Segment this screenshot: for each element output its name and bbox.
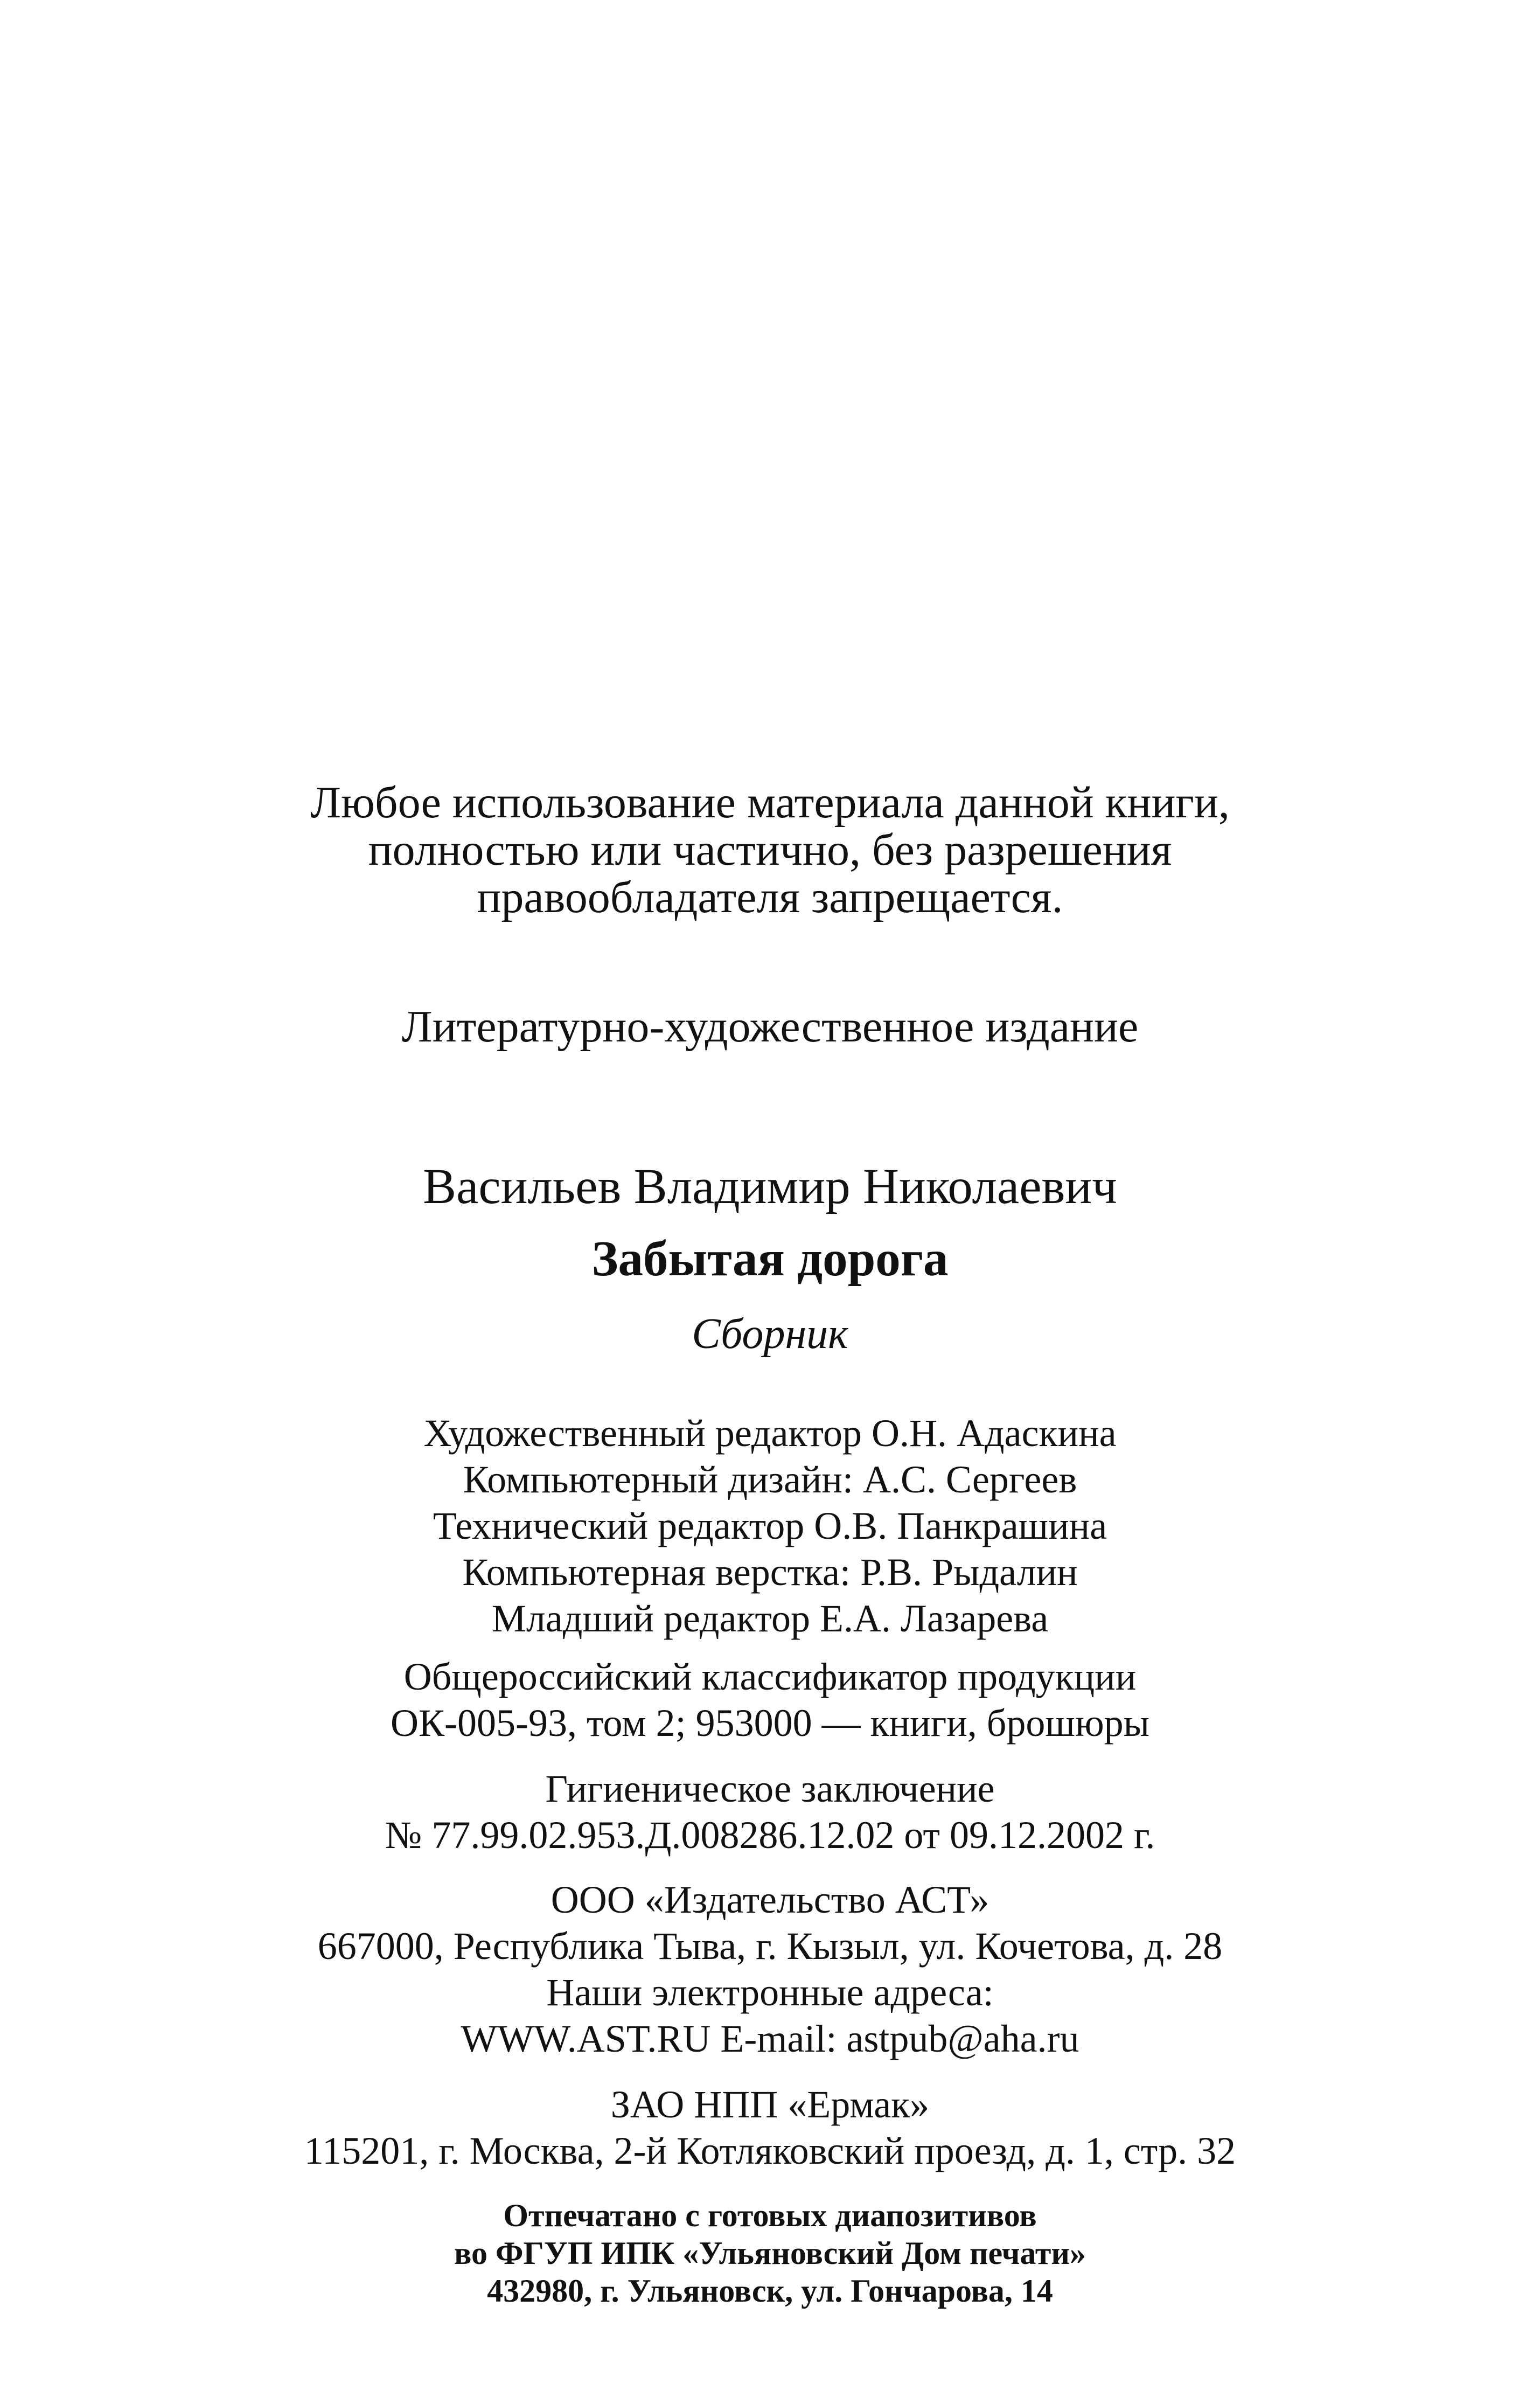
- printing-line: Отпечатано с готовых диапозитивов: [503, 2198, 1037, 2233]
- author-name: Васильев Владимир Николаевич: [423, 1159, 1117, 1214]
- book-genre: Сборник: [692, 1310, 848, 1358]
- hygiene-line: № 77.99.02.953.Д.008286.12.02 от 09.12.2002 г.: [385, 1814, 1155, 1857]
- classifier-line: ОК-005-93, том 2; 953000 — книги, брошюры: [390, 1701, 1150, 1745]
- printing-line: 432980, г. Ульяновск, ул. Гончарова, 14: [487, 2273, 1053, 2309]
- publisher-line: ООО «Издательство АСТ»: [551, 1878, 989, 1921]
- classifier-line: Общероссийский классификатор продукции: [403, 1655, 1137, 1698]
- publisher-line: Наши электронные адреса:: [546, 1971, 994, 2014]
- credit-line: Компьютерный дизайн: А.С. Сергеев: [463, 1458, 1077, 1501]
- copyright-line: Любое использование материала данной книги,: [310, 777, 1230, 828]
- credit-line: Технический редактор О.В. Панкрашина: [433, 1504, 1107, 1547]
- producer-line: ЗАО НПП «Ермак»: [610, 2083, 930, 2126]
- credit-line: Младший редактор Е.А. Лазарева: [491, 1597, 1049, 1640]
- publisher-line: WWW.AST.RU E-mail: astpub@aha.ru: [461, 2017, 1079, 2060]
- hygiene-line: Гигиеническое заключение: [545, 1767, 995, 1810]
- edition-type: Литературно-художественное издание: [401, 1002, 1139, 1052]
- publisher-line: 667000, Республика Тыва, г. Кызыл, ул. Кочетова, д. 28: [317, 1924, 1223, 1968]
- credit-line: Художественный редактор О.Н. Адаскина: [423, 1412, 1117, 1455]
- book-title: Забытая дорога: [591, 1231, 949, 1287]
- copyright-line: правообладателя запрещается.: [477, 872, 1063, 922]
- printing-line: во ФГУП ИПК «Ульяновский Дом печати»: [454, 2235, 1086, 2271]
- credit-line: Компьютерная верстка: Р.В. Рыдалин: [462, 1551, 1078, 1594]
- producer-line: 115201, г. Москва, 2-й Котляковский проезд, д. 1, стр. 32: [304, 2129, 1236, 2172]
- copyright-line: полностью или частично, без разрешения: [368, 825, 1172, 875]
